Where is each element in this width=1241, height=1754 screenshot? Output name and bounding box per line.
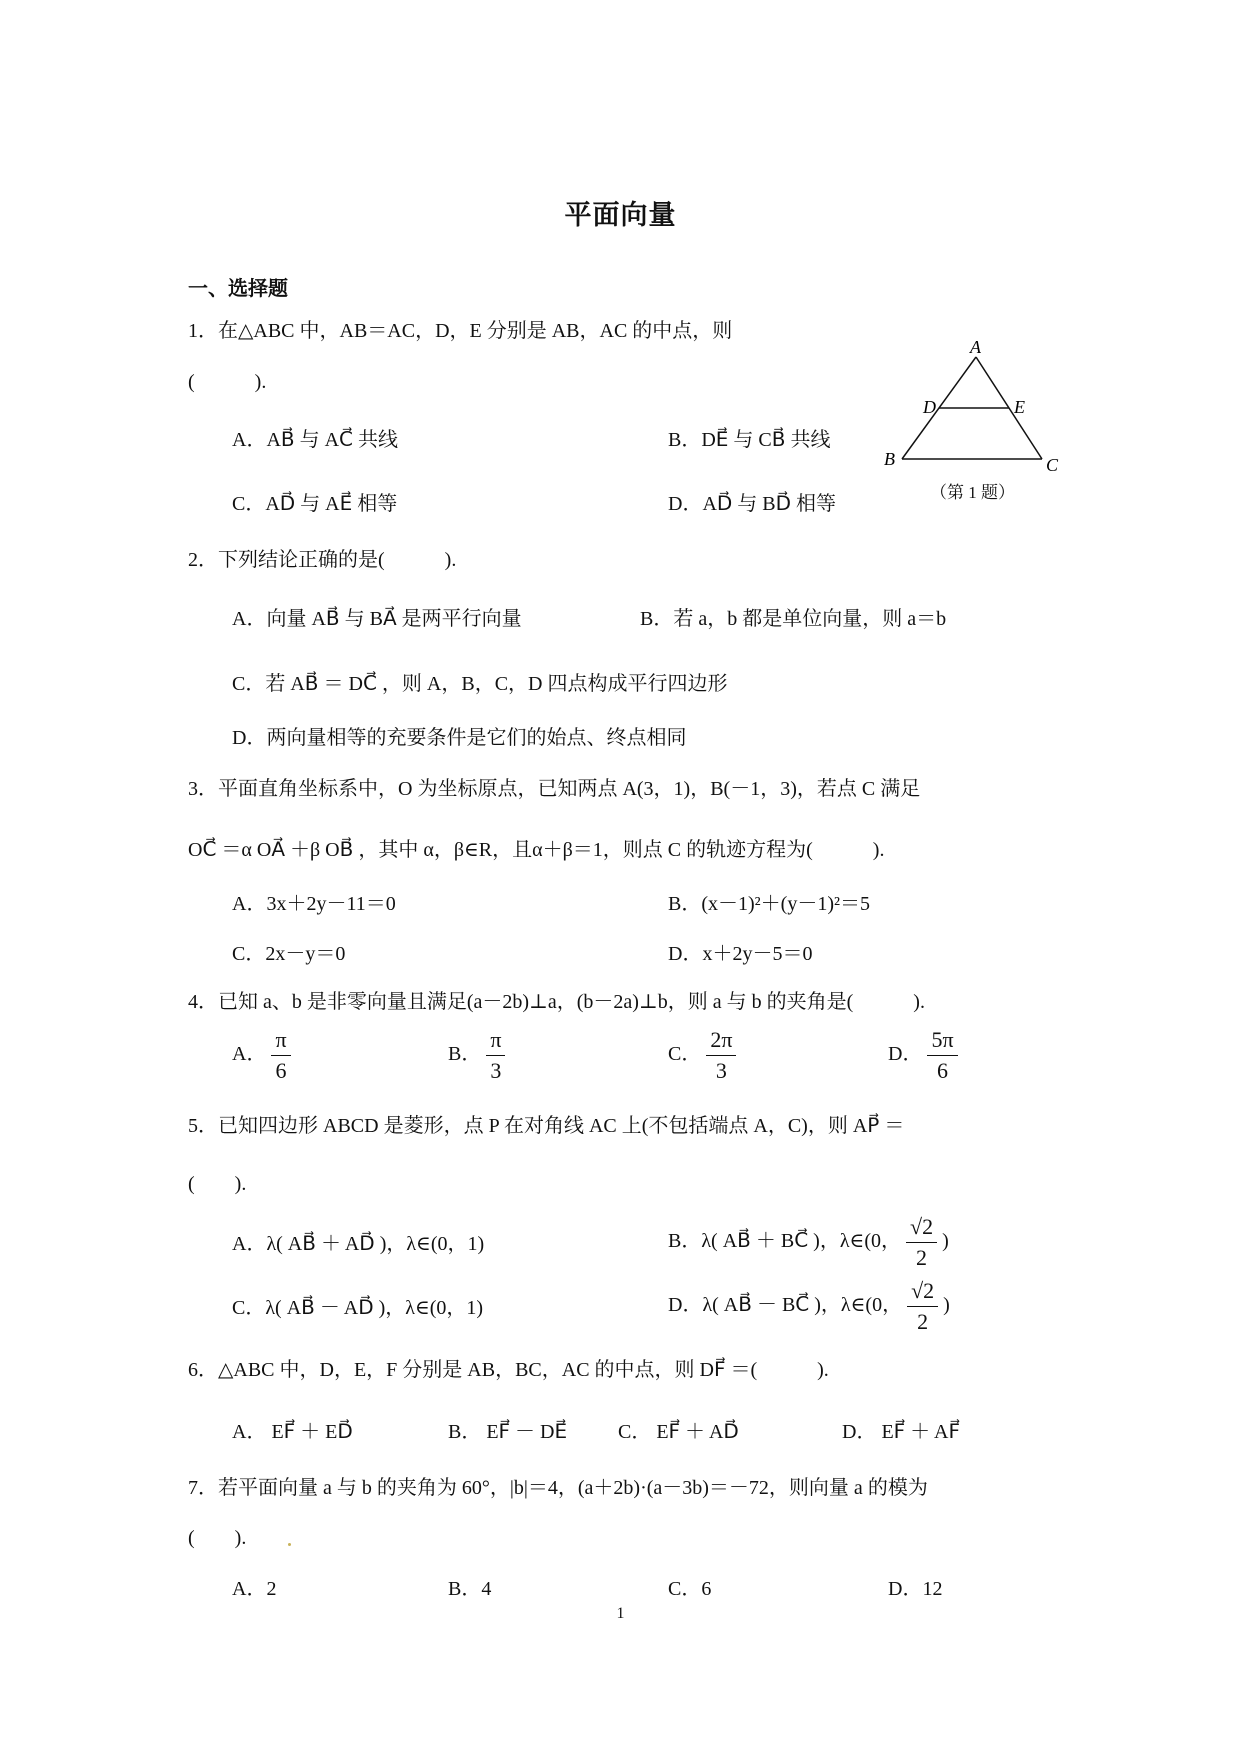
q4-a-numerator: π xyxy=(271,1025,290,1056)
q7-stem-line2: ( ). xyxy=(188,1527,247,1549)
q4-a-denominator: 6 xyxy=(275,1058,287,1083)
q5-d-numerator: √2 xyxy=(907,1276,938,1307)
q1-option-c: C．AD⃗ 与 AE⃗ 相等 xyxy=(232,493,398,515)
stray-dot xyxy=(288,1543,291,1546)
q4-c-numerator: 2π xyxy=(706,1025,736,1056)
q3-stem-line1: 3．平面直角坐标系中，O 为坐标原点，已知两点 A(3，1)，B(－1，3)，若点 C 满足 xyxy=(188,778,921,800)
q5-option-d-text: D．λ( AB⃗ － BC⃗ )，λ∈(0， xyxy=(668,1294,903,1317)
q1-stem-line2: ( ). xyxy=(188,371,267,393)
q4-option-b-label: B． xyxy=(448,1043,482,1066)
q7-option-d: D．12 xyxy=(888,1578,943,1600)
q7-stem-line1: 7．若平面向量 a 与 b 的夹角为 60°，|b|＝4，(a＋2b)·(a－3b)＝－72，则向量 a 的模为 xyxy=(188,1477,928,1499)
q4-option-b xyxy=(448,1025,505,1086)
label-b: B xyxy=(884,449,895,469)
q3-option-b: B．(x－1)²＋(y－1)²＝5 xyxy=(668,893,870,915)
triangle-figure xyxy=(880,335,1070,475)
q7-option-c: C．6 xyxy=(668,1578,712,1600)
q5-b-numerator: √2 xyxy=(906,1212,937,1243)
q6-option-a: A． EF⃗ ＋ ED⃗ xyxy=(232,1421,353,1443)
q3-option-a: A．3x＋2y－11＝0 xyxy=(232,893,396,915)
q5-stem-line1: 5．已知四边形 ABCD 是菱形，点 P 在对角线 AC 上(不包括端点 A，C)，则 AP⃗ ＝ xyxy=(188,1115,905,1137)
q6-option-d: D． EF⃗ ＋ AF⃗ xyxy=(842,1421,961,1443)
q2-stem: 2．下列结论正确的是( ). xyxy=(188,549,457,571)
label-c: C xyxy=(1046,455,1059,475)
q5-option-d-close: ) xyxy=(943,1294,950,1317)
q1-stem-line1: 1．在△ABC 中，AB＝AC，D，E 分别是 AB，AC 的中点，则 xyxy=(188,320,733,342)
q1-option-d: D．AD⃗ 与 BD⃗ 相等 xyxy=(668,493,837,515)
q4-stem: 4．已知 a、b 是非零向量且满足(a－2b)⊥a，(b－2a)⊥b，则 a 与 b 的夹角是( ). xyxy=(188,991,925,1013)
q5-option-b-fraction xyxy=(906,1212,937,1273)
figure-caption: （第 1 题） xyxy=(930,483,1015,502)
q5-option-c: C．λ( AB⃗ － AD⃗ )，λ∈(0，1) xyxy=(232,1297,484,1319)
q1-option-b: B．DE⃗ 与 CB⃗ 共线 xyxy=(668,429,831,451)
q4-d-denominator: 6 xyxy=(937,1058,948,1083)
q4-option-a-fraction xyxy=(271,1025,290,1086)
q4-option-a xyxy=(232,1025,291,1086)
q5-option-a: A．λ( AB⃗ ＋ AD⃗ )，λ∈(0，1) xyxy=(232,1233,485,1255)
q4-option-b-fraction xyxy=(486,1025,505,1086)
q3-option-c: C．2x－y＝0 xyxy=(232,943,346,965)
q4-option-c-label: C． xyxy=(668,1043,702,1066)
q7-option-a: A．2 xyxy=(232,1578,277,1600)
q4-b-numerator: π xyxy=(486,1025,505,1056)
q5-option-d-fraction xyxy=(907,1276,938,1337)
label-d: D xyxy=(923,397,936,417)
label-a: A xyxy=(970,337,981,357)
q5-option-d xyxy=(668,1276,950,1337)
q4-b-denominator: 3 xyxy=(490,1058,502,1083)
q7-option-b: B．4 xyxy=(448,1578,492,1600)
q5-stem-line2: ( ). xyxy=(188,1173,247,1195)
q4-c-denominator: 3 xyxy=(715,1058,727,1083)
q4-d-numerator: 5π xyxy=(927,1025,957,1056)
q1-option-a: A．AB⃗ 与 AC⃗ 共线 xyxy=(232,429,399,451)
q4-option-d-fraction xyxy=(927,1025,957,1086)
q2-option-c: C．若 AB⃗ ＝ DC⃗ ，则 A，B，C，D 四点构成平行四边形 xyxy=(232,673,728,695)
q4-option-a-label: A． xyxy=(232,1043,267,1066)
q4-option-d xyxy=(888,1025,958,1086)
q4-option-c-fraction xyxy=(706,1025,736,1086)
q5-option-b-close: ) xyxy=(942,1230,949,1253)
q2-option-d: D．两向量相等的充要条件是它们的始点、终点相同 xyxy=(232,727,687,749)
q3-option-d: D．x＋2y－5＝0 xyxy=(668,943,813,965)
q4-option-d-label: D． xyxy=(888,1043,923,1066)
q6-option-c: C． EF⃗ ＋ AD⃗ xyxy=(618,1421,739,1443)
q5-option-b xyxy=(668,1212,949,1273)
q5-b-denominator: 2 xyxy=(916,1245,928,1270)
label-e: E xyxy=(1014,397,1025,417)
section-heading: 一、选择题 xyxy=(188,276,288,300)
q6-option-b: B． EF⃗ － DE⃗ xyxy=(448,1421,568,1443)
q5-d-denominator: 2 xyxy=(917,1309,929,1334)
q2-option-b: B．若 a，b 都是单位向量，则 a＝b xyxy=(640,608,947,630)
q3-stem-line2: OC⃗ ＝α OA⃗ ＋β OB⃗ ，其中 α，β∈R，且α＋β＝1，则点 C 的轨迹方程为( ). xyxy=(188,839,885,861)
q2-option-a: A．向量 AB⃗ 与 BA⃗ 是两平行向量 xyxy=(232,608,522,630)
q6-stem: 6．△ABC 中，D，E，F 分别是 AB，BC，AC 的中点，则 DF⃗ ＝( ). xyxy=(188,1359,829,1381)
page-number: 1 xyxy=(616,1605,625,1622)
q4-option-c xyxy=(668,1025,736,1086)
q5-option-b-text: B．λ( AB⃗ ＋ BC⃗ )，λ∈(0， xyxy=(668,1230,901,1253)
page-title: 平面向量 xyxy=(564,200,677,231)
